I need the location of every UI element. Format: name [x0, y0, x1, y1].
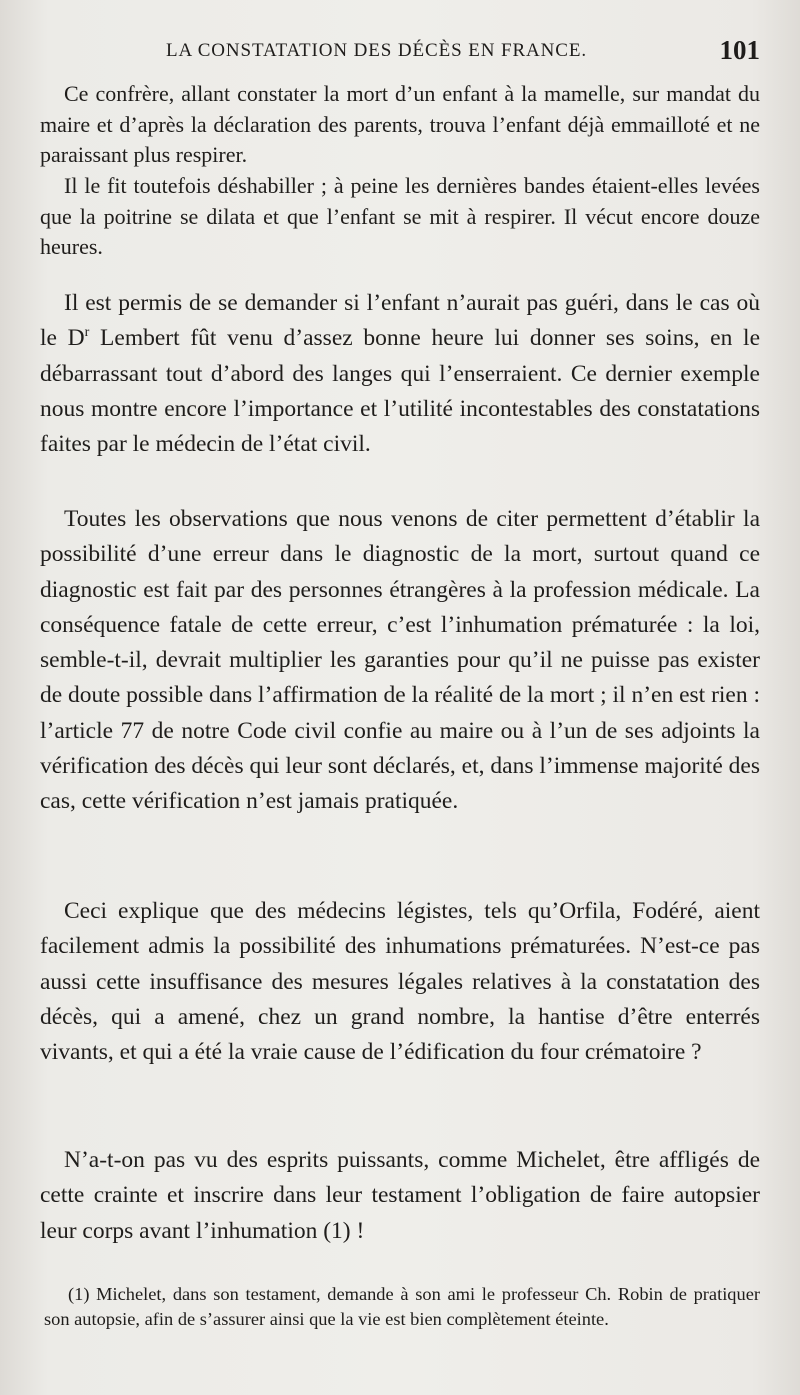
paragraph-3-text-before: Il est permis de se demander si l’enfant n’aurait pas guéri, dans le cas où le D: [40, 290, 760, 352]
paragraph-3: [40, 286, 760, 462]
running-title: LA CONSTATATION DES DÉCÈS EN FRANCE.: [166, 40, 587, 61]
paragraph-4: Toutes les observations que nous venons de citer permettent d’établir la possibilité d’une erreur dans le diagnostic de la mort, surtout quand ce diagnostic est fait par des personnes étrangères à la profession médicale. La conséquence fatale de cette erreur, c’est l’inhumation prématurée : la loi, semble-t-il, devrait multiplier les garanties pour qu’il ne puisse pas exister de doute possible dans l’affirmation de la réalité de la mort ; il n’en est rien : l’article 77 de notre Code civil confie au maire ou à l’un de ses adjoints la vérification des décès qui leur sont déclarés, et, dans l’immense majorité des cas, cette vérification n’est jamais pratiquée.: [40, 506, 761, 815]
paragraph-3-text-after: Lembert fût venu d’assez bonne heure lui donner ses soins, en le débarrassant tout d’abord des langes qui l’enserraient. Ce dernier exemple nous montre encore l’importance et l’utilité incontestables des constatations faites par le médecin de l’état civil.: [40, 325, 761, 458]
footnote: (1) Michelet, dans son testament, demande à son ami le professeur Ch. Robin de pratiquer son autopsie, afin de s’assurer ainsi que la vie est bien complètement éteinte.: [44, 1284, 760, 1329]
page-number: 101: [719, 35, 760, 65]
paragraph-5: Ceci explique que des médecins légistes, tels qu’Orfila, Fodéré, aient facilement admis la possibilité des inhumations prématurées. N’est-ce pas aussi cette insuffisance des mesures légales relatives à la constatation des décès, qui a amené, chez un grand nombre, la hantise d’être enterrés vivants, et qui a été la vraie cause de l’édification du four crématoire ?: [40, 898, 760, 1066]
paragraph-1: Ce confrère, allant constater la mort d’un enfant à la mamelle, sur mandat du maire et d’après la déclaration des parents, trouva l’enfant déjà emmailloté et ne paraissant plus respirer.: [40, 81, 760, 167]
doctor-abbrev-superscript: r: [84, 324, 90, 341]
paragraph-6: N’a-t-on pas vu des esprits puissants, comme Michelet, être affligés de cette crainte et inscrire dans leur testament l’obligation de faire autopsier leur corps avant l’inhumation (1) !: [40, 1147, 760, 1244]
paragraph-2: Il le fit toutefois déshabiller ; à peine les dernières bandes étaient-elles levées que la poitrine se dilata et que l’enfant se mit à respirer. Il vécut encore douze heures.: [40, 173, 760, 259]
page-header: [40, 35, 762, 68]
